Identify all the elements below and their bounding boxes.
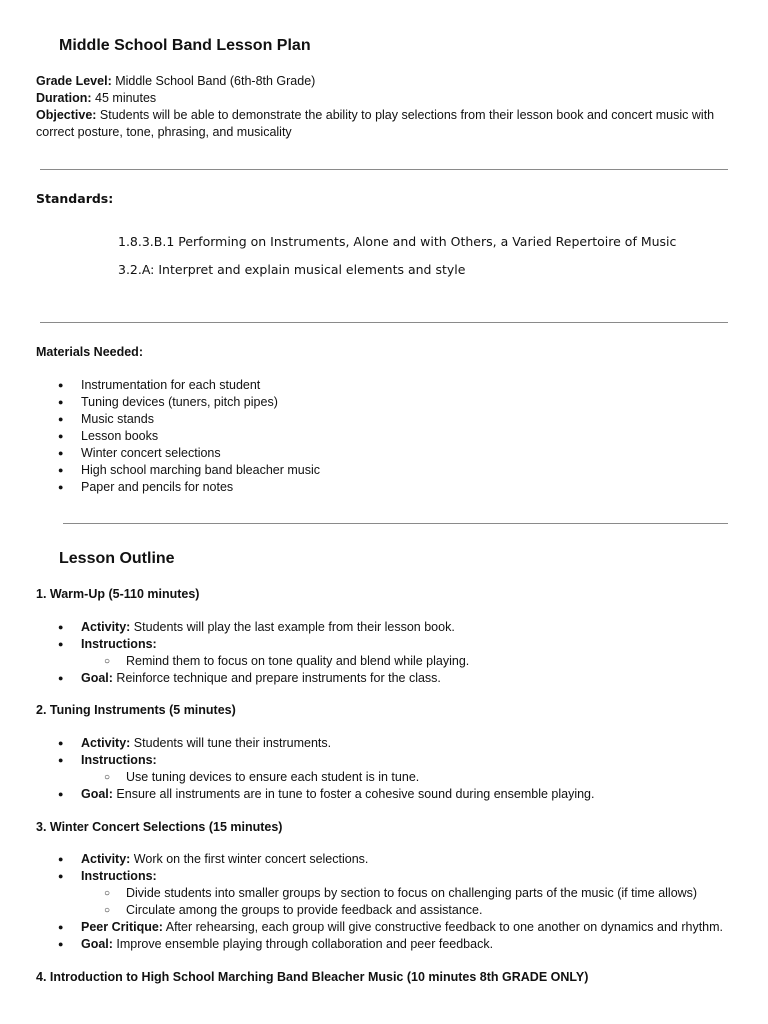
instructions-label: Instructions:	[81, 753, 157, 767]
goal-label: Goal:	[81, 937, 113, 951]
sub-item: ○ Use tuning devices to ensure each student is in tune.	[36, 769, 756, 786]
activity-label: Activity:	[81, 852, 131, 866]
section-list	[36, 735, 756, 803]
standard-item: 1.8.3.B.1 Performing on Instruments, Alone and with Others, a Varied Repertoire of Music	[118, 234, 677, 249]
sub-item: ○ Circulate among the groups to provide feedback and assistance.	[36, 902, 756, 919]
goal-text: Improve ensemble playing through collaboration and peer feedback.	[112, 937, 494, 951]
divider	[40, 322, 728, 323]
grade-level-label: Grade Level:	[36, 74, 112, 88]
peer-critique-label: Peer Critique:	[81, 920, 163, 934]
goal-label: Goal:	[81, 787, 113, 801]
goal-item	[36, 786, 756, 803]
standards-heading: Standards:	[36, 191, 114, 206]
activity-text: Students will tune their instruments.	[130, 736, 332, 750]
objective-value: Students will be able to demonstrate the ability to play selections from their lesson book and concert music with correct posture, tone, phrasing, and musicality	[36, 108, 715, 139]
activity-text: Work on the first winter concert selections.	[130, 852, 369, 866]
grade-level-value: Middle School Band (6th-8th Grade)	[111, 74, 316, 88]
duration-value: 45 minutes	[91, 91, 157, 105]
goal-text: Reinforce technique and prepare instruments for the class.	[112, 671, 441, 685]
peer-critique-text: After rehearsing, each group will give constructive feedback to one another on dynamics and rhythm.	[162, 920, 724, 934]
section-title: 3. Winter Concert Selections (15 minutes)	[36, 820, 283, 834]
activity-item	[36, 735, 756, 752]
duration-line	[36, 90, 736, 107]
list-item: ● Winter concert selections	[36, 445, 756, 462]
divider	[40, 169, 728, 170]
instructions-item	[36, 636, 756, 653]
activity-label: Activity:	[81, 736, 131, 750]
sub-item: ○ Divide students into smaller groups by section to focus on challenging parts of the music (if time allows)	[36, 885, 756, 902]
goal-label: Goal:	[81, 671, 113, 685]
section-title: 4. Introduction to High School Marching Band Bleacher Music (10 minutes 8th GRADE ONLY)	[36, 970, 589, 984]
list-item: ● Lesson books	[36, 428, 756, 445]
duration-label: Duration:	[36, 91, 92, 105]
instructions-label: Instructions:	[81, 637, 157, 651]
section-list	[36, 619, 756, 687]
list-item: ● Music stands	[36, 411, 756, 428]
section-list	[36, 851, 756, 953]
goal-item	[36, 670, 756, 687]
list-item: ● Instrumentation for each student	[36, 377, 756, 394]
section-title: 2. Tuning Instruments (5 minutes)	[36, 703, 236, 717]
goal-text: Ensure all instruments are in tune to foster a cohesive sound during ensemble playing.	[112, 787, 595, 801]
activity-label: Activity:	[81, 620, 131, 634]
materials-list	[36, 377, 756, 496]
lesson-meta	[36, 73, 736, 141]
list-item: ● High school marching band bleacher music	[36, 462, 756, 479]
sub-item: ○ Remind them to focus on tone quality and blend while playing.	[36, 653, 756, 670]
page-title: Middle School Band Lesson Plan	[59, 37, 311, 54]
objective-label: Objective:	[36, 108, 97, 122]
section-title: 1. Warm-Up (5-110 minutes)	[36, 587, 200, 601]
activity-item	[36, 619, 756, 636]
instructions-item	[36, 868, 756, 885]
objective-line	[36, 107, 736, 141]
list-item: ● Paper and pencils for notes	[36, 479, 756, 496]
activity-text: Students will play the last example from their lesson book.	[130, 620, 455, 634]
instructions-item	[36, 752, 756, 769]
instructions-label: Instructions:	[81, 869, 157, 883]
activity-item	[36, 851, 756, 868]
materials-heading: Materials Needed:	[36, 345, 143, 359]
outline-heading: Lesson Outline	[59, 550, 175, 567]
standard-item: 3.2.A: Interpret and explain musical elements and style	[118, 262, 466, 277]
goal-item	[36, 936, 756, 953]
divider	[63, 523, 728, 524]
list-item: ● Tuning devices (tuners, pitch pipes)	[36, 394, 756, 411]
peer-critique-item	[36, 919, 756, 936]
grade-level-line	[36, 73, 736, 90]
